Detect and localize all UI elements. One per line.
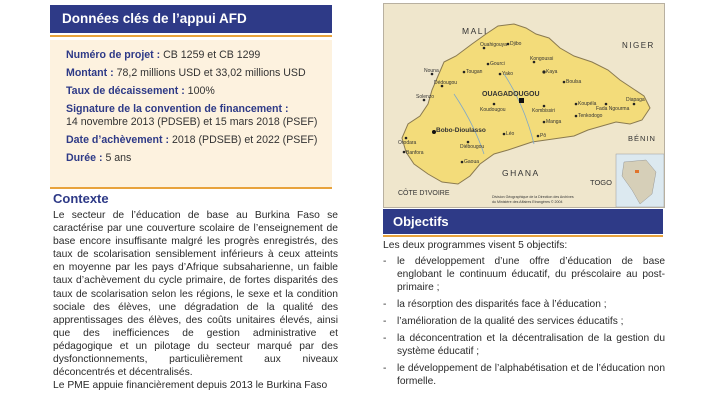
objective-item xyxy=(383,362,665,388)
disbursement-row xyxy=(66,85,332,98)
city-label: Bobo-Dioulasso xyxy=(436,127,486,134)
project-number-value: CB 1259 et CB 1299 xyxy=(160,49,261,61)
city-marker xyxy=(403,151,406,154)
divider xyxy=(383,235,663,237)
city-label: Ouahigouya xyxy=(480,42,507,48)
country-label-mali: MALI xyxy=(462,26,488,36)
dash-bullet: - xyxy=(383,256,387,267)
city-label: Orodara xyxy=(398,140,417,146)
objectives-intro: Les deux programmes visent 5 objectifs: xyxy=(383,240,568,251)
city-marker xyxy=(563,81,566,84)
country-label-ghana: GHANA xyxy=(502,168,540,178)
city-marker xyxy=(405,137,408,140)
city-label: Gourci xyxy=(490,61,505,67)
city-marker xyxy=(467,141,470,144)
city-label: Gaoua xyxy=(464,159,480,165)
city-marker xyxy=(487,63,490,66)
objective-text: l’amélioration de la qualité des services éducatifs ; xyxy=(397,316,624,327)
city-label: Diapaga xyxy=(626,97,645,103)
city-label: Djibo xyxy=(510,41,522,47)
project-number-label: Numéro de projet : xyxy=(66,49,161,61)
context-paragraph: Le PME appuie financièrement depuis 2013 le Burkina Faso xyxy=(53,380,328,392)
objective-item xyxy=(383,332,665,358)
context-body xyxy=(53,209,338,392)
objective-item xyxy=(383,298,665,311)
city-label: Kombissiri xyxy=(532,108,556,114)
dash-bullet: - xyxy=(383,299,387,310)
city-label: Yako xyxy=(502,71,514,77)
city-marker xyxy=(537,135,540,138)
city-label: Banfora xyxy=(406,150,424,156)
capital-marker xyxy=(519,98,524,103)
disbursement-label: Taux de décaissement : xyxy=(66,85,185,97)
burkina-faso-map xyxy=(383,3,665,208)
map-graphic xyxy=(384,4,664,207)
duration-value: 5 ans xyxy=(102,152,132,164)
objective-item xyxy=(383,255,665,294)
city-label: Koudougou xyxy=(480,107,506,113)
city-marker xyxy=(575,115,578,118)
city-label: Boulsa xyxy=(566,79,582,85)
amount-label: Montant : xyxy=(66,67,114,79)
objective-text: la résorption des disparités face à l’éducation ; xyxy=(397,299,607,310)
city-label: Kongoussi xyxy=(530,56,554,62)
city-label: Tenkodogo xyxy=(578,113,603,119)
city-marker xyxy=(543,121,546,124)
city-marker xyxy=(575,103,578,106)
objective-item xyxy=(383,315,665,328)
signature-value: 14 novembre 2013 (PDSEB) et 15 mars 2018 (PSEF) xyxy=(66,116,318,128)
city-label: Tougan xyxy=(466,69,483,75)
city-label: Pô xyxy=(540,133,547,139)
city-label: Diébougou xyxy=(460,144,485,150)
map-credit: Division Géographique de la Direction des Archives xyxy=(492,195,574,199)
city-label: Nouna xyxy=(424,68,439,74)
city-marker xyxy=(461,161,464,164)
disbursement-value: 100% xyxy=(184,85,215,97)
project-number-row xyxy=(66,49,332,62)
city-label: Manga xyxy=(546,119,562,125)
city-marker xyxy=(543,105,546,108)
divider xyxy=(50,187,332,189)
city-marker xyxy=(499,73,502,76)
context-paragraph: Le secteur de l’éducation de base au Burkina Faso se caractérise par une couverture scolaire de l’enseignement de base encore insuffisante malgré les progrès enregistrés, des taux de scolarisation sensiblement inférieurs à ceux atteints en moyenne par les pays d’Afrique subsaharienne, un faible taux d’achèvement du cycle primaire, de fortes disparités des taux de scolarisation selon les régions, le sexe et la condition sociale des élèves, une dégradation de la qualité des apprentissages des élèves, des coûts unitaires élevés, ainsi que des inefficiences de gestion administrative et pédagogique et un pilotage du secteur marqué par des dysfonctionnements, particulièrement aux niveaux déconcentrés et décentralisés. xyxy=(53,210,338,379)
objective-text: la déconcentration et la décentralisation de la gestion du système éducatif ; xyxy=(397,333,665,357)
signature-label: Signature de la convention de financement : xyxy=(66,103,289,115)
city-marker xyxy=(493,103,496,106)
capital-label: OUAGADOUGOU xyxy=(482,91,540,98)
duration-row xyxy=(66,152,332,165)
city-label: Léo xyxy=(506,131,515,137)
objective-text: le développement d’une offre d’éducation de base englobant le continuum éducatif, du préscolaire au post-primaire ; xyxy=(397,256,665,293)
city-marker xyxy=(463,71,466,74)
country-label-niger: NIGER xyxy=(622,41,655,50)
divider xyxy=(50,35,332,37)
city-marker xyxy=(605,103,608,106)
amount-value: 78,2 millions USD et 33,02 millions USD xyxy=(113,67,306,79)
signature-row xyxy=(66,103,332,129)
completion-value: 2018 (PDSEB) et 2022 (PSEF) xyxy=(169,134,318,146)
city-marker xyxy=(507,43,510,46)
country-label-benin: BÉNIN xyxy=(628,134,656,143)
key-data-panel xyxy=(50,40,332,188)
dash-bullet: - xyxy=(383,333,387,344)
objectives-list xyxy=(383,255,665,392)
key-data-title: Données clés de l’appui AFD xyxy=(50,5,332,33)
objectives-title: Objectifs xyxy=(383,209,663,234)
city-label: Kaya xyxy=(546,69,558,75)
objective-text: le développement de l’alphabétisation et de l’éducation non formelle. xyxy=(397,363,665,387)
city-marker xyxy=(503,133,506,136)
country-label-cote-ivoire: CÔTE D'IVOIRE xyxy=(398,190,450,197)
dash-bullet: - xyxy=(383,363,387,374)
country-label-togo: TOGO xyxy=(590,178,612,187)
city-label: Dédougou xyxy=(434,80,458,86)
inset-highlight xyxy=(635,170,639,173)
city-label: Fada Ngourma xyxy=(596,106,630,112)
completion-label: Date d’achèvement : xyxy=(66,134,170,146)
city-label: Koupéla xyxy=(578,101,597,107)
completion-row xyxy=(66,134,332,147)
city-marker xyxy=(633,103,636,106)
map-credit: du Ministère des Affaires Etrangères © 2004 xyxy=(492,200,563,204)
city-label: Solenzo xyxy=(416,94,435,100)
context-heading: Contexte xyxy=(53,191,109,206)
dash-bullet: - xyxy=(383,316,387,327)
duration-label: Durée : xyxy=(66,152,103,164)
amount-row xyxy=(66,67,332,80)
